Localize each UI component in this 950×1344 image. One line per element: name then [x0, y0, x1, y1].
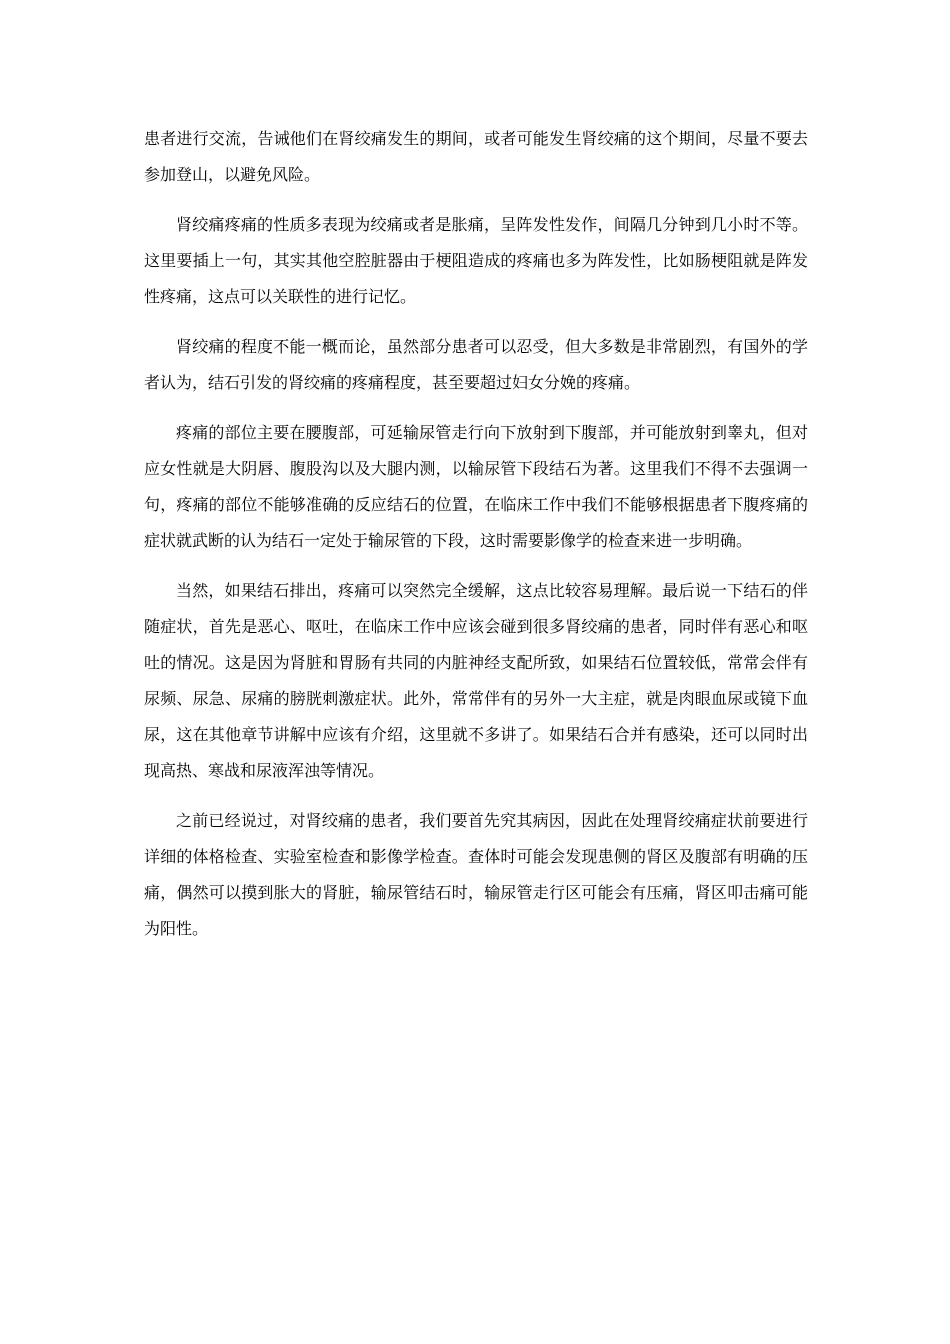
paragraph-4: 疼痛的部位主要在腰腹部，可延输尿管走行向下放射到下腹部，并可能放射到睾丸，但对应女性就是大阴唇、腹股沟以及大腿内测，以输尿管下段结石为著。这里我们不得不去强调一句，疼痛的部位不能够准确的反应结石的位置，在临床工作中我们不能够根据患者下腹疼痛的症状就武断的认为结石一定处于输尿管的下段，这时需要影像学的检查来进一步明确。: [144, 423, 808, 550]
paragraph-2: 肾绞痛疼痛的性质多表现为绞痛或者是胀痛，呈阵发性发作，间隔几分钟到几小时不等。这里要插上一句，其实其他空腔脏器由于梗阻造成的疼痛也多为阵发性，比如肠梗阻就是阵发性疼痛，这点可以关联性的进行记忆。: [144, 215, 808, 306]
document-body: [144, 121, 808, 961]
paragraph-3: 肾绞痛的程度不能一概而论，虽然部分患者可以忍受，但大多数是非常剧烈，有国外的学者认为，结石引发的肾绞痛的疼痛程度，甚至要超过妇女分娩的疼痛。: [144, 337, 808, 392]
paragraph-5: 当然，如果结石排出，疼痛可以突然完全缓解，这点比较容易理解。最后说一下结石的伴随症状，首先是恶心、呕吐，在临床工作中应该会碰到很多肾绞痛的患者，同时伴有恶心和呕吐的情况。这是因为肾脏和胃肠有共同的内脏神经支配所致，如果结石位置较低，常常会伴有尿频、尿急、尿痛的膀胱刺激症状。此外，常常伴有的另外一大主症，就是肉眼血尿或镜下血尿，这在其他章节讲解中应该有介绍，这里就不多讲了。如果结石合并有感染，还可以同时出现高热、寒战和尿液浑浊等情况。: [144, 581, 808, 780]
paragraph-6: 之前已经说过，对肾绞痛的患者，我们要首先究其病因，因此在处理肾绞痛症状前要进行详细的体格检查、实验室检查和影像学检查。查体时可能会发现患侧的肾区及腹部有明确的压痛，偶然可以摸到胀大的肾脏，输尿管结石时，输尿管走行区可能会有压痛，肾区叩击痛可能为阳性。: [144, 811, 808, 938]
paragraph-1: 患者进行交流，告诫他们在肾绞痛发生的期间，或者可能发生肾绞痛的这个期间，尽量不要去参加登山，以避免风险。: [144, 129, 808, 184]
